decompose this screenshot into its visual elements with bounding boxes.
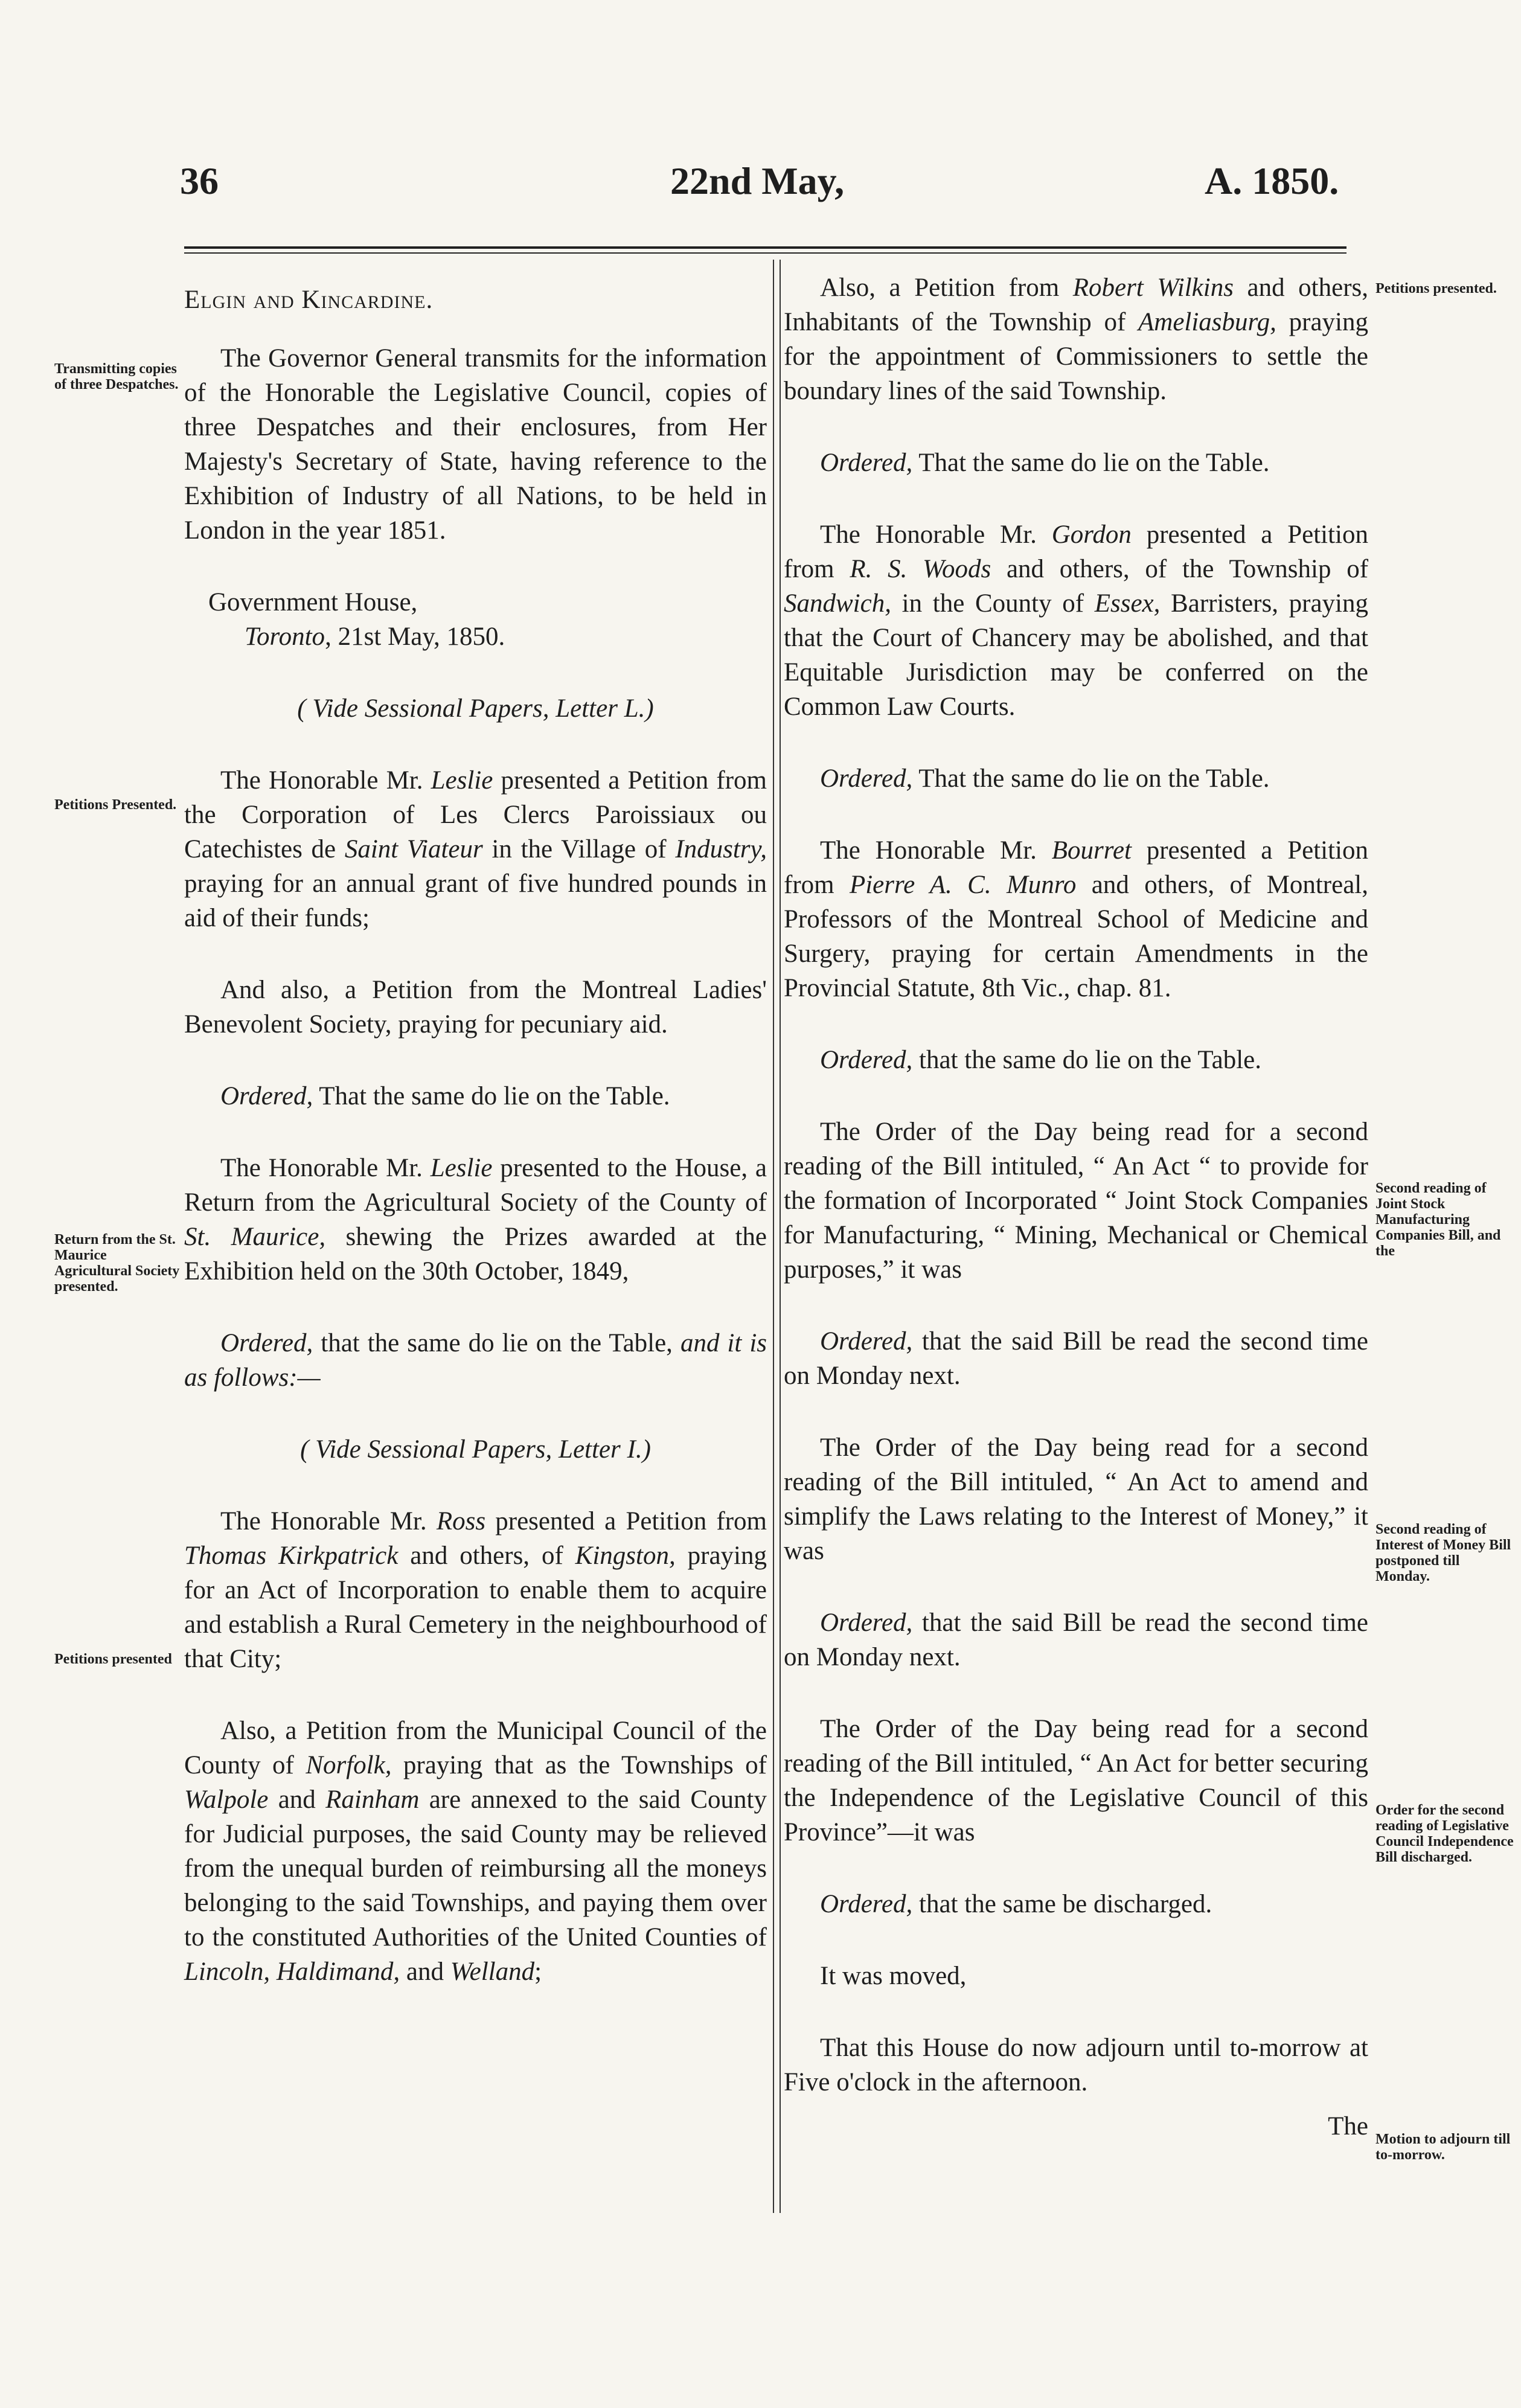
column-divider-inner <box>780 260 781 2213</box>
margin-note-legislative: Order for the second reading of Legislative Council Independence Bill discharged. <box>1375 1802 1514 1865</box>
margin-note-petitions-right: Petitions presented. <box>1375 281 1497 296</box>
paragraph-ross-petition: The Honorable Mr. Ross presented a Petition from Thomas Kirkpatrick and others, of Kingston, praying for an Act of Incorporation to enable them to acquire and establish a Rural Cemetery in the neighbourhood of that City; <box>184 1507 767 1673</box>
page-date: 22nd May, <box>670 159 845 202</box>
paragraph-norfolk-petition: Also, a Petition from the Municipal Council of the County of Norfolk, praying that as the Townships of Walpole and Rainham are annexed to the said County for Judicial purposes, the said County may be relieved from the unequal burden of reimbursing all the moneys belonging to the said Townships, and paying them over to the constituted Authorities of the United Counties of Lincoln, Haldimand, and Welland; <box>184 1717 767 1986</box>
margin-note-adjourn: Motion to adjourn till to-morrow. <box>1375 2131 1511 2163</box>
paragraph-gordon-petition: The Honorable Mr. Gordon presented a Petition from R. S. Woods and others, of the Township of Sandwich, in the County of Essex, Barristers, praying that the Court of Chancery may be abolished, and that Equitable Jurisdiction may be conferred on the Common Law Courts. <box>784 520 1369 721</box>
paragraph-ordered-1: Ordered, That the same do lie on the Table. <box>220 1082 670 1110</box>
paragraph-ordered-3: Ordered, That the same do lie on the Table. <box>820 449 1270 477</box>
section-heading: Elgin and Kincardine. <box>184 286 434 314</box>
margin-note-return: Return from the St. Maurice Agricultural Society presented. <box>54 1232 180 1295</box>
column-divider <box>773 260 774 2213</box>
vide-letter-i: ( Vide Sessional Papers, Letter I.) <box>300 1435 651 1464</box>
paragraph-joint-stock-bill: The Order of the Day being read for a second reading of the Bill intituled, “ An Act “ to provide for the formation of Incorporated “ Joint Stock Companies for Manufacturing, “ Mining, Mechanical or Chemical purposes,” it was <box>784 1118 1368 1284</box>
paragraph-adjourn-motion: That this House do now adjourn until to-morrow at Five o'clock in the afternoon. <box>784 2034 1368 2096</box>
header-rule-thin <box>184 252 1346 254</box>
margin-note-transmitting: Transmitting copies of three Despatches. <box>54 361 179 392</box>
page-year: A. 1850. <box>1205 159 1339 202</box>
paragraph-interest-bill: The Order of the Day being read for a second reading of the Bill intituled, “ An Act to amend and simplify the Laws relating to the Interest of Money,” it was <box>784 1433 1368 1565</box>
signature-line-1: Government House, <box>208 588 418 616</box>
catchword: The <box>1328 2112 1368 2141</box>
paragraph-ordered-5: Ordered, that the same do lie on the Table. <box>820 1046 1261 1074</box>
header-rule <box>184 246 1346 249</box>
paragraph-wilkins-petition: Also, a Petition from Robert Wilkins and others, Inhabitants of the Township of Ameliasburg, praying for the appointment of Commissioners to settle the boundary lines of the said Township. <box>784 274 1368 405</box>
paragraph-despatches: The Governor General transmits for the information of the Honorable the Legislative Council, copies of three Despatches and their enclosures, from Her Majesty's Secretary of State, having reference to the Exhibition of Industry of all Nations, to be held in London in the year 1851. <box>184 344 767 545</box>
paragraph-ordered-4: Ordered, That the same do lie on the Table. <box>820 764 1270 793</box>
vide-letter-l: ( Vide Sessional Papers, Letter L.) <box>297 694 654 723</box>
paragraph-leslie-petition: The Honorable Mr. Leslie presented a Petition from the Corporation of Les Clercs Paroissiaux ou Catechistes de Saint Viateur in the Village of Industry, praying for an annual grant of five hundred pounds in aid of their funds; <box>184 766 767 932</box>
paragraph-ordered-6: Ordered, that the said Bill be read the second time on Monday next. <box>784 1327 1368 1390</box>
paragraph-bourret-petition: The Honorable Mr. Bourret presented a Petition from Pierre A. C. Munro and others, of Montreal, Professors of the Montreal School of Medicine and Surgery, praying for certain Amendments in the Provincial Statute, 8th Vic., chap. 81. <box>784 836 1368 1002</box>
paragraph-moved: It was moved, <box>820 1962 967 1990</box>
paragraph-ordered-2: Ordered, that the same do lie on the Table, and it is as follows:— <box>184 1329 767 1392</box>
signature-line-2 <box>184 620 767 654</box>
margin-note-petitions-1: Petitions Presented. <box>54 797 177 813</box>
signature-date: , 21st May, 1850. <box>325 623 505 651</box>
paragraph-ordered-7: Ordered, that the said Bill be read the second time on Monday next. <box>784 1609 1368 1671</box>
paragraph-leslie-return: The Honorable Mr. Leslie presented to the House, a Return from the Agricultural Society of the County of St. Maurice, shewing the Prizes awarded at the Exhibition held on the 30th October, 1849, <box>184 1154 767 1286</box>
paragraph-ladies-society: And also, a Petition from the Montreal Ladies' Benevolent Society, praying for pecuniary aid. <box>184 976 767 1039</box>
right-column <box>784 271 1368 2144</box>
place-toronto: Toronto <box>245 623 325 651</box>
margin-note-interest-money: Second reading of Interest of Money Bill postponed till Monday. <box>1375 1522 1511 1584</box>
left-column <box>184 283 767 2026</box>
page-number: 36 <box>180 159 219 202</box>
margin-note-petitions-2: Petitions presented <box>54 1651 172 1667</box>
paragraph-ordered-8: Ordered, that the same be discharged. <box>820 1890 1212 1918</box>
paragraph-legislative-bill: The Order of the Day being read for a second reading of the Bill intituled, “ An Act for better securing the Independence of the Legislative Council of this Province”—it was <box>784 1715 1368 1846</box>
margin-note-joint-stock: Second reading of Joint Stock Manufacturing Companies Bill, and the <box>1375 1180 1501 1259</box>
